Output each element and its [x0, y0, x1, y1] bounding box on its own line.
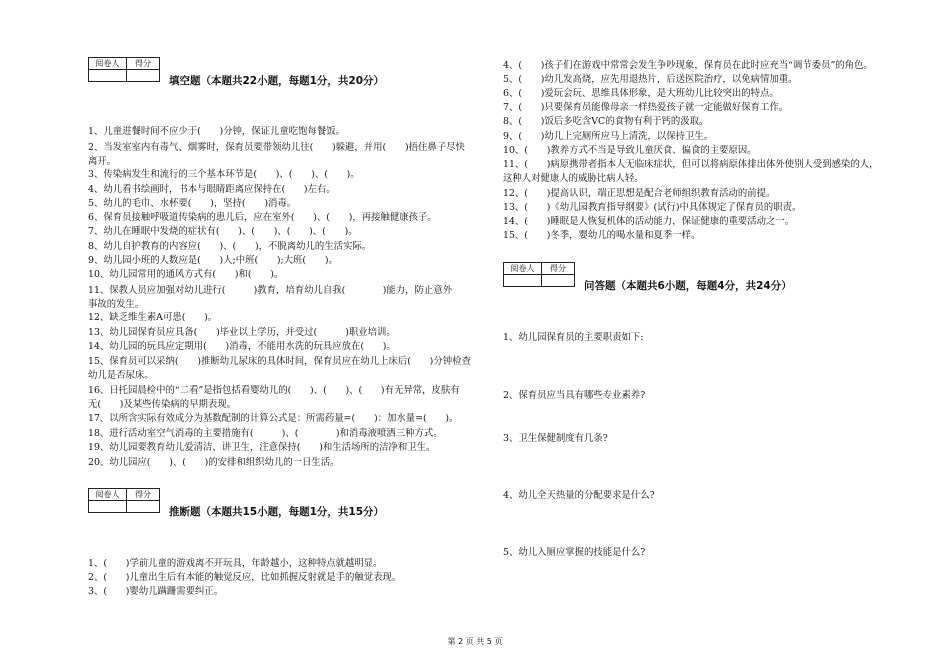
score-box-judgment — [88, 488, 160, 513]
reviewer-label: 阅卷人 — [89, 58, 127, 70]
question-line: 12、缺乏维生素A可患( )。 — [88, 312, 218, 323]
reviewer-label: 阅卷人 — [89, 489, 127, 501]
qa-question: 5、幼儿入厕应掌握的技能是什么? — [503, 547, 646, 558]
question-line: 14、幼儿园的玩具应定期用( )消毒，不能用水洗的玩具应放在( )。 — [88, 341, 396, 352]
question-line: 15、保育员可以采纳( )推断幼儿尿床的具体时间，保育员应在幼儿上床后( )分钟检查 — [88, 356, 471, 367]
score-label: 得分 — [542, 263, 575, 275]
question-line: 13、( )《幼儿园教育指导纲要》(试行)中具体规定了保育员的职责。 — [503, 202, 802, 213]
question-line: 12、( )提高认识，端正思想是配合老师组织教育活动的前提。 — [503, 188, 776, 199]
qa-question: 3、卫生保健制度有几条? — [503, 433, 608, 444]
question-line: 11、( )病原携带者指本人无临床症状，但可以将病原体排出体外使别人受到感染的人， — [503, 159, 879, 170]
score-cell[interactable] — [542, 275, 575, 287]
question-line: 1、儿童进餐时间不应少于( )分钟，保证儿童吃饱每餐饭。 — [88, 126, 346, 137]
question-line: 事故的发生。 — [88, 299, 145, 310]
question-line: 17、以所含实际有效成分为基数配制的计算公式是：所需药量=( )：加水量=( )。 — [88, 413, 459, 424]
score-label: 得分 — [127, 489, 160, 501]
question-line: 6、( )爱玩会玩、思维具体形象，是大班幼儿比较突出的特点。 — [503, 88, 779, 99]
question-line: 9、幼儿园小班的人数应是( )人;中班( );大班( )。 — [88, 255, 338, 266]
question-line: 这种人对健康人的威胁比病人轻。 — [503, 173, 644, 184]
section-title-fill-in: 填空题（本题共22小题，每题1分，共20分） — [169, 75, 385, 87]
question-line: 4、( )孩子们在游戏中常常会发生争吵现象，保育员在此时应充当“调节委员”的角色。 — [503, 60, 873, 71]
score-label: 得分 — [127, 58, 160, 70]
page-number: 第 2 页 共 5 页 — [447, 637, 503, 646]
question-line: 5、( )幼儿发高烧，应先用退热片，后送医院治疗，以免病情加重。 — [503, 74, 798, 85]
question-line: 3、传染病发生和流行的三个基本环节是( )、( )、( )。 — [88, 169, 360, 180]
question-line: 1、( )学前儿童的游戏离不开玩具，年龄越小，这种特点就越明显。 — [88, 558, 383, 569]
question-line: 10、( )教养方式不当是导致儿童厌食、偏食的主要原因。 — [503, 145, 757, 156]
reviewer-cell[interactable] — [89, 70, 127, 82]
section-title-judgment: 推断题（本题共15小题，每题1分，共15分） — [169, 506, 385, 518]
score-box-qa — [503, 262, 575, 287]
qa-question: 1、幼儿园保育员的主要职责如下: — [503, 332, 644, 343]
question-line: 离开。 — [88, 156, 117, 167]
question-line: 7、幼儿在睡眠中发烧的症状有( )、( )、( )、( )。 — [88, 226, 358, 237]
question-line: 7、( )只要保育员能像母亲一样热爱孩子就一定能做好保育工作。 — [503, 102, 789, 113]
question-line: 9、( )幼儿上完厕所应马上清洗，以保持卫生。 — [503, 131, 714, 142]
question-line: 14、( )睡眠是人恢复机体的活动能力，保证健康的重要活动之一。 — [503, 216, 795, 227]
score-box-fill-in — [88, 57, 160, 82]
question-line: 8、( )饭后多吃含VC的食物有利于钙的汲取。 — [503, 116, 709, 127]
question-line: 6、保育员接触呼吸道传染病的患儿后，应在室外( )、( )，再接触健康孩子。 — [88, 212, 437, 223]
question-line: 10、幼儿园常用的通风方式有( )和( )。 — [88, 269, 284, 280]
reviewer-label: 阅卷人 — [504, 263, 542, 275]
question-line: 2、( )儿童出生后有本能的触觉反应，比如抓握反射就是手的触觉表现。 — [88, 572, 402, 583]
question-line: 幼儿是否尿床。 — [88, 370, 154, 381]
section-title-qa: 问答题（本题共6小题，每题4分，共24分） — [584, 280, 792, 292]
reviewer-cell[interactable] — [504, 275, 542, 287]
question-line: 5、幼儿的毛巾、水杯要( )，坚持( )消毒。 — [88, 198, 297, 209]
question-line: 20、幼儿园应( )、( )的安排和组织幼儿的一日生活。 — [88, 457, 340, 468]
question-line: 16、日托园晨检中的“二看”是指包括看婴幼儿的( )、( )、( )有无异常，皮肤有 — [88, 385, 460, 396]
question-line: 19、幼儿园要教育幼儿爱清洁、讲卫生，注意保持( )和生活场所的洁净和卫生。 — [88, 442, 436, 453]
question-line: 4、幼儿看书绘画时，书本与眼睛距离应保持在( )左右。 — [88, 184, 336, 195]
question-line: 8、幼儿自护教育的内容应( )、( )，不脱离幼儿的生活实际。 — [88, 241, 372, 252]
score-cell[interactable] — [127, 501, 160, 513]
question-line: 2、当发室室内有毒气、烟雾时，保育员要带领幼儿往( )躲避，并用( )捂住鼻子尽快 — [88, 142, 465, 153]
question-line: 11、保教人员应加强对幼儿进行( )教育，培育幼儿自我( )能力，防止意外 — [88, 285, 453, 296]
reviewer-cell[interactable] — [89, 501, 127, 513]
score-cell[interactable] — [127, 70, 160, 82]
qa-question: 4、幼儿全天热量的分配要求是什么? — [503, 490, 655, 501]
question-line: 15、( )冬季，婴幼儿的喝水量和夏季一样。 — [503, 230, 701, 241]
question-line: 无( )及某些传染病的早期表现。 — [88, 399, 236, 410]
question-line: 13、幼儿园保育员应具备( )毕业以上学历，并受过( )职业培训。 — [88, 327, 396, 338]
qa-question: 2、保育员应当具有哪些专业素养? — [503, 390, 646, 401]
question-line: 3、( )婴幼儿蹒跚需要纠正。 — [88, 586, 224, 597]
question-line: 18、进行活动室空气消毒的主要措施有( )、( )和消毒液喷洒三种方式。 — [88, 428, 443, 439]
